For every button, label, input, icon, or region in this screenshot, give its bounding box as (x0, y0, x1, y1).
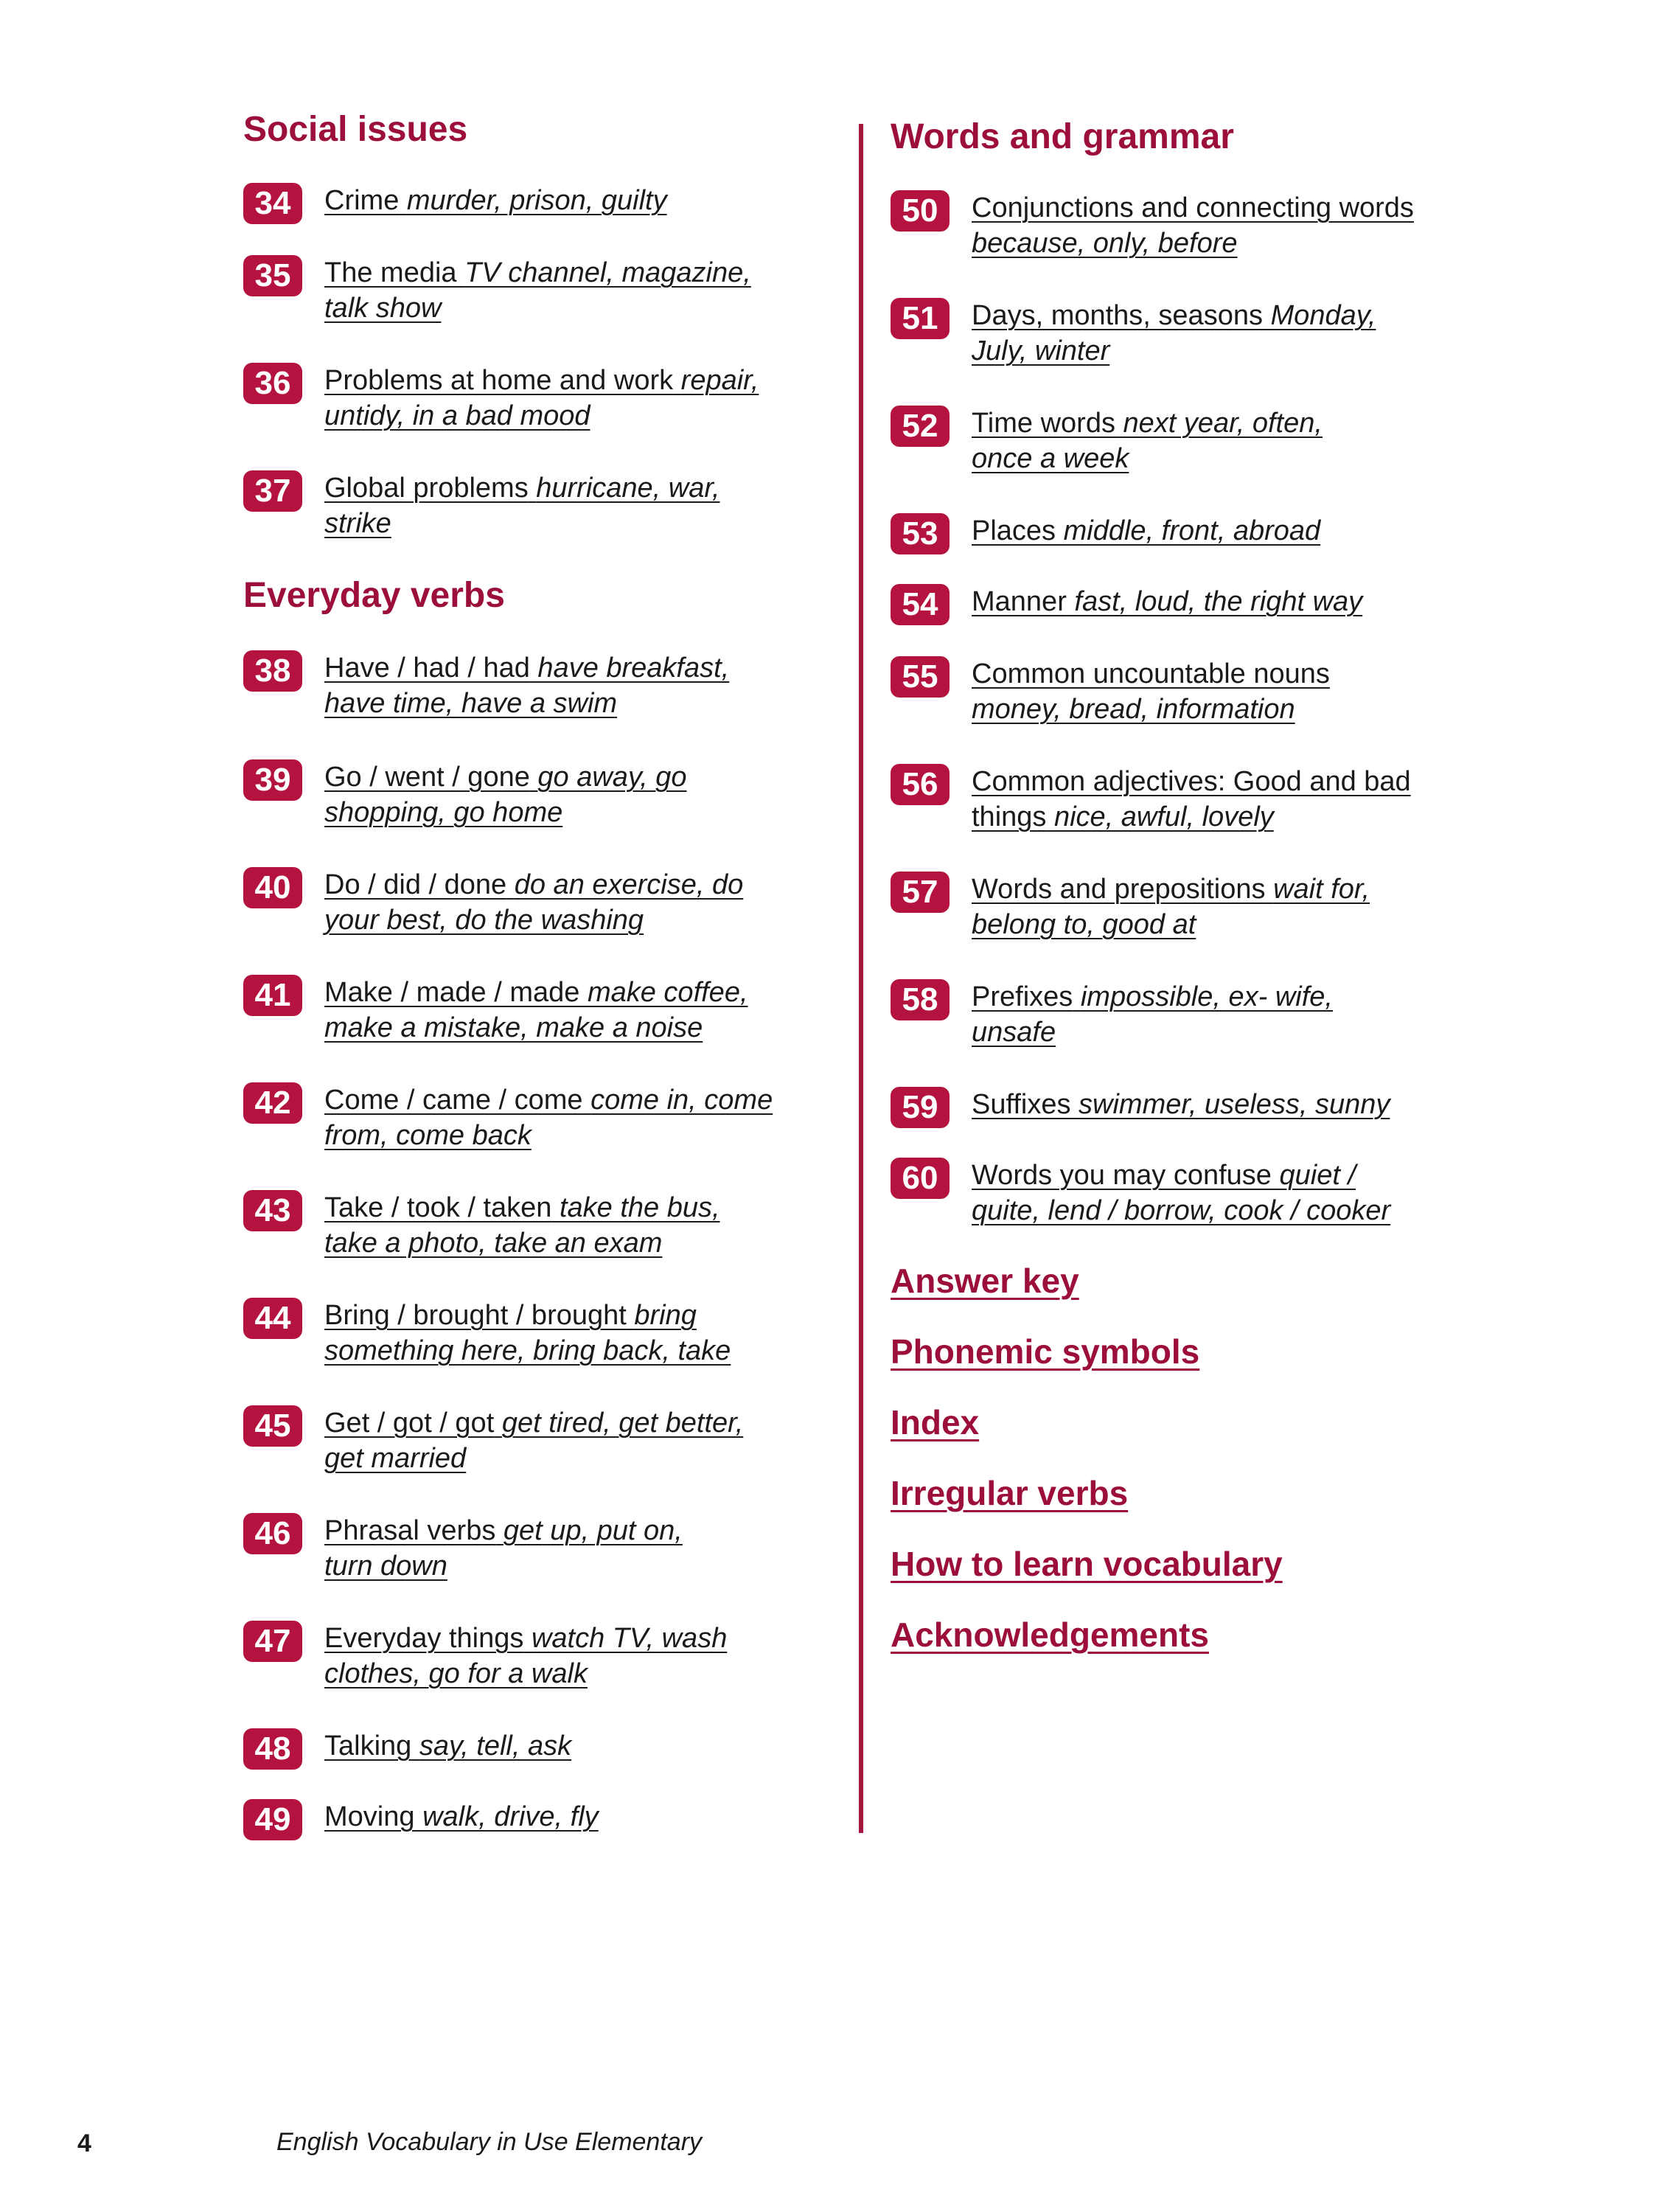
unit-number-badge: 50 (891, 190, 950, 232)
unit-link[interactable] (324, 363, 796, 434)
unit-examples: impossible, ex- wife, unsafe (972, 981, 1333, 1048)
unit-examples: come in, come from, come back (324, 1085, 773, 1151)
link-index[interactable]: Index (891, 1403, 980, 1441)
unit-topic: Words and prepositions (972, 874, 1266, 905)
unit-topic: Manner (972, 586, 1067, 617)
unit-topic: Places (972, 515, 1056, 546)
unit-examples: next year, often, once a week (972, 408, 1323, 474)
unit-link[interactable] (324, 1728, 840, 1764)
unit-link[interactable] (972, 1158, 1429, 1228)
unit-topic: Come / came / come (324, 1085, 583, 1116)
unit-examples: TV channel, magazine, talk show (324, 257, 751, 324)
unit-examples: repair, untidy, in a bad mood (324, 365, 759, 431)
unit-topic: Problems at home and work (324, 365, 674, 396)
unit-topic: Time words (972, 408, 1115, 439)
unit-number-badge: 39 (243, 759, 302, 801)
section-title-everyday-verbs: Everyday verbs (243, 576, 505, 615)
unit-number-badge: 42 (243, 1082, 302, 1124)
unit-examples: wait for, belong to, good at (972, 874, 1370, 940)
unit-topic: Suffixes (972, 1089, 1071, 1120)
unit-examples: fast, loud, the right way (1074, 586, 1363, 617)
unit-link[interactable] (972, 872, 1414, 942)
unit-link[interactable] (324, 1621, 752, 1691)
unit-link[interactable] (324, 1513, 737, 1584)
unit-topic: Global problems (324, 473, 529, 504)
unit-examples: middle, front, abroad (1063, 515, 1321, 546)
unit-examples: nice, awful, lovely (1053, 801, 1274, 832)
unit-number-badge: 43 (243, 1190, 302, 1231)
unit-topic: Get / got / got (324, 1408, 495, 1439)
unit-examples: get up, put on, turn down (324, 1515, 683, 1582)
unit-number-badge: 37 (243, 470, 302, 512)
unit-topic: Common uncountable nouns (972, 658, 1330, 689)
unit-examples: murder, prison, guilty (406, 185, 667, 216)
unit-number-badge: 54 (891, 584, 950, 625)
unit-link[interactable] (324, 650, 767, 721)
unit-link[interactable] (972, 656, 1384, 727)
unit-number-badge: 59 (891, 1087, 950, 1128)
unit-link[interactable] (324, 867, 774, 938)
unit-number-badge: 46 (243, 1513, 302, 1554)
unit-examples: because, only, before (972, 228, 1238, 259)
unit-link[interactable] (324, 183, 840, 218)
link-phonemic-symbols[interactable]: Phonemic symbols (891, 1332, 1200, 1371)
unit-topic: Take / took / taken (324, 1192, 552, 1223)
book-title: English Vocabulary in Use Elementary (276, 2128, 703, 2156)
unit-examples: bring something here, bring back, take (324, 1300, 731, 1366)
unit-link[interactable] (324, 759, 737, 830)
unit-link[interactable] (972, 1087, 1488, 1122)
unit-link[interactable] (324, 975, 781, 1046)
unit-number-badge: 36 (243, 363, 302, 404)
unit-topic: Everyday things (324, 1623, 524, 1654)
unit-examples: Monday, July, winter (972, 300, 1376, 366)
unit-number-badge: 41 (243, 975, 302, 1016)
unit-topic: Bring / brought / brought (324, 1300, 627, 1331)
unit-link[interactable] (324, 1082, 796, 1153)
unit-examples: take the bus, take a photo, take an exam (324, 1192, 720, 1259)
unit-link[interactable] (972, 513, 1488, 549)
unit-link[interactable] (324, 1190, 767, 1261)
link-answer-key[interactable]: Answer key (891, 1262, 1079, 1300)
unit-topic: Conjunctions and connecting words (972, 192, 1414, 223)
unit-link[interactable] (324, 1298, 767, 1368)
unit-link[interactable] (972, 979, 1370, 1050)
unit-examples: go away, go shopping, go home (324, 762, 687, 828)
unit-number-badge: 53 (891, 513, 950, 554)
link-how-to-learn-vocabulary[interactable]: How to learn vocabulary (891, 1545, 1283, 1583)
unit-number-badge: 34 (243, 183, 302, 224)
unit-topic: Crime (324, 185, 400, 216)
column-divider (859, 124, 863, 1833)
unit-number-badge: 52 (891, 406, 950, 447)
unit-examples: have breakfast, have time, have a swim (324, 653, 730, 719)
unit-link[interactable] (972, 406, 1355, 476)
unit-topic: The media (324, 257, 457, 288)
unit-examples: quiet / quite, lend / borrow, cook / cooker (972, 1160, 1391, 1226)
section-title-social-issues: Social issues (243, 110, 468, 149)
unit-topic: Do / did / done (324, 869, 507, 900)
unit-number-badge: 57 (891, 872, 950, 913)
unit-link[interactable] (972, 298, 1399, 369)
unit-number-badge: 55 (891, 656, 950, 698)
unit-number-badge: 49 (243, 1799, 302, 1840)
unit-topic: Days, months, seasons (972, 300, 1263, 331)
unit-examples: hurricane, war, strike (324, 473, 720, 539)
unit-topic: Make / made / made (324, 977, 580, 1008)
unit-topic: Prefixes (972, 981, 1073, 1012)
page-number: 4 (77, 2129, 91, 2157)
unit-topic: Common adjectives: Good and bad things (972, 766, 1411, 832)
unit-link[interactable] (324, 470, 737, 541)
unit-link[interactable] (972, 584, 1488, 619)
unit-examples: walk, drive, fly (422, 1801, 599, 1832)
unit-number-badge: 47 (243, 1621, 302, 1662)
unit-number-badge: 56 (891, 764, 950, 805)
link-acknowledgements[interactable]: Acknowledgements (891, 1615, 1209, 1654)
unit-topic: Have / had / had (324, 653, 530, 684)
unit-number-badge: 48 (243, 1728, 302, 1770)
unit-link[interactable] (972, 764, 1443, 835)
unit-topic: Go / went / gone (324, 762, 530, 793)
link-irregular-verbs[interactable]: Irregular verbs (891, 1474, 1129, 1512)
unit-number-badge: 35 (243, 255, 302, 296)
unit-number-badge: 60 (891, 1158, 950, 1199)
unit-number-badge: 45 (243, 1405, 302, 1447)
unit-examples: watch TV, wash clothes, go for a walk (324, 1623, 728, 1689)
unit-link[interactable] (324, 1799, 840, 1834)
unit-number-badge: 44 (243, 1298, 302, 1339)
unit-examples: swimmer, useless, sunny (1079, 1089, 1390, 1120)
unit-number-badge: 58 (891, 979, 950, 1020)
unit-examples: make coffee, make a mistake, make a noise (324, 977, 748, 1043)
unit-number-badge: 40 (243, 867, 302, 908)
unit-number-badge: 51 (891, 298, 950, 339)
section-title-words-and-grammar: Words and grammar (891, 117, 1234, 156)
unit-examples: do an exercise, do your best, do the washing (324, 869, 744, 936)
unit-topic: Phrasal verbs (324, 1515, 496, 1546)
unit-topic: Moving (324, 1801, 415, 1832)
unit-topic: Talking (324, 1731, 412, 1761)
unit-examples: get tired, get better, get married (324, 1408, 744, 1474)
unit-link[interactable] (324, 1405, 781, 1476)
unit-link[interactable] (324, 255, 781, 326)
unit-examples: say, tell, ask (419, 1731, 572, 1761)
unit-topic: Words you may confuse (972, 1160, 1272, 1191)
unit-link[interactable] (972, 190, 1458, 261)
unit-examples: money, bread, information (972, 694, 1295, 725)
unit-number-badge: 38 (243, 650, 302, 692)
